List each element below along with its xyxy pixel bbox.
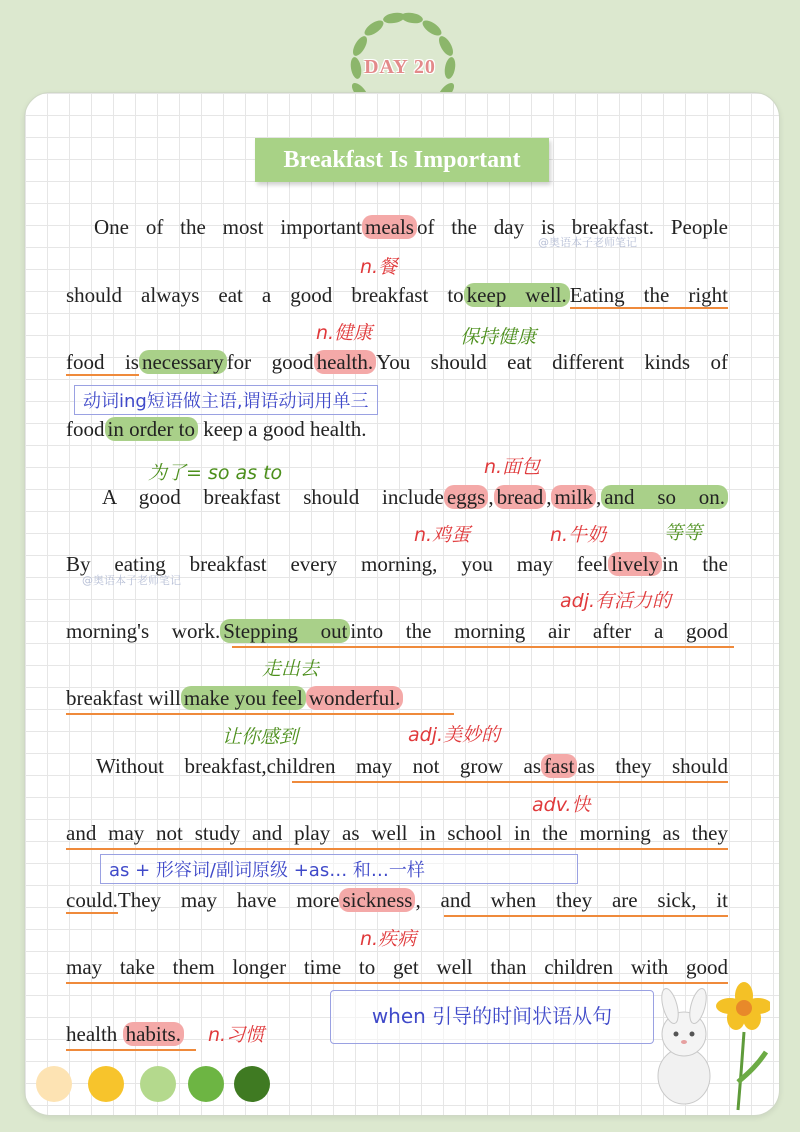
text-span: children may not grow as (266, 754, 542, 778)
text-line-9 (96, 753, 728, 779)
text-span: One of the most important (94, 215, 362, 239)
bunny-flower-illustration (640, 972, 770, 1112)
text-line-12 (66, 954, 728, 980)
text-span: They may have more (117, 888, 340, 912)
phrase-keep-well: keep well. (464, 283, 570, 307)
text-line-8 (66, 685, 728, 711)
vocab-lively: lively (608, 552, 662, 576)
underline (66, 982, 728, 984)
text-span: Without breakfast, (96, 754, 267, 778)
text-span: A good breakfast should include (102, 485, 444, 509)
text-span: , (595, 485, 602, 509)
phrase-make-you-feel: make you feel (181, 686, 306, 710)
vocab-milk: milk (551, 485, 596, 509)
page-title: Breakfast Is Important (255, 138, 549, 182)
underline (292, 781, 728, 783)
note-eggs: n.鸡蛋 (414, 524, 471, 546)
text-span: morning's work. (66, 619, 221, 643)
text-span: You should eat different kinds of (376, 350, 728, 374)
vocab-meals: meals (362, 215, 417, 239)
text-span: in the (662, 552, 728, 576)
vocab-habits: habits. (123, 1022, 184, 1046)
note-stepping-out: 走出去 (262, 658, 320, 680)
note-sickness: n.疾病 (360, 928, 417, 950)
vocab-bread: bread (494, 485, 547, 509)
color-dot (188, 1066, 224, 1102)
text-span: breakfast will (66, 686, 181, 710)
underline (444, 915, 728, 917)
text-line-11 (66, 887, 728, 913)
text-span: may take them longer time to get well than children with good (66, 955, 728, 979)
note-when-clause: when 引导的时间状语从句 (330, 990, 654, 1044)
text-span: By eating breakfast every morning, you may feel (66, 552, 609, 576)
vocab-sickness: sickness (339, 888, 415, 912)
underline (66, 848, 728, 850)
note-milk: n.牛奶 (550, 524, 607, 546)
phrase-and-so-on: and so on. (601, 485, 728, 509)
text-span: of the day is breakfast. People (416, 215, 728, 239)
phrase-in-order-to: in order to (105, 417, 198, 441)
text-line-7 (66, 618, 728, 644)
text-span: keep a good health. (203, 417, 367, 441)
color-dot (36, 1066, 72, 1102)
note-fast: adv.快 (532, 794, 591, 816)
text-line-3 (66, 349, 728, 375)
text-span: food (66, 417, 105, 441)
text-line-13 (66, 1021, 184, 1047)
text-span: should always eat a good breakfast to (66, 283, 464, 307)
note-lively: adj.有活力的 (560, 590, 672, 612)
text-span: Eating the right (569, 283, 728, 307)
color-dot (234, 1066, 270, 1102)
note-gerund: 动词ing短语做主语,谓语动词用单三 (74, 385, 378, 415)
note-keep-well: 保持健康 (460, 326, 537, 348)
day-label: DAY 20 (364, 56, 436, 78)
text-span: health (66, 1022, 118, 1046)
text-span: , (488, 485, 494, 509)
note-health: n.健康 (316, 322, 373, 344)
vocab-necessary: necessary (139, 350, 227, 374)
vocab-wonderful: wonderful. (306, 686, 404, 710)
note-make-feel: 让你感到 (222, 726, 299, 748)
note-and-so-on: 等等 (664, 522, 703, 544)
text-span: , and when they are sick, it (415, 888, 729, 912)
note-habits: n.习惯 (208, 1024, 265, 1046)
text-line-2 (66, 282, 728, 308)
underline (66, 1049, 196, 1051)
text-line-10 (66, 820, 728, 846)
text-span: , (546, 485, 552, 509)
underline (232, 646, 734, 648)
text-line-4 (66, 416, 728, 442)
text-span: into the morning air after a good (350, 619, 728, 643)
text-span: could. (66, 888, 118, 912)
text-span: for good (226, 350, 314, 374)
note-as-as: as + 形容词/副词原级 +as… 和…一样 (100, 854, 578, 884)
note-in-order-to: 为了= so as to (148, 462, 283, 484)
watermark: @奥语本子老师笔记 (538, 236, 637, 249)
watermark: @奥语本子老师笔记 (82, 574, 181, 587)
color-dot (88, 1066, 124, 1102)
vocab-fast: fast (541, 754, 577, 778)
color-dot (140, 1066, 176, 1102)
text-span: as they should (577, 754, 728, 778)
text-span: and may not study and play as well in school in the morning as they (66, 821, 728, 845)
vocab-health: health. (314, 350, 377, 374)
vocab-eggs: eggs (444, 485, 489, 509)
text-span: food is (66, 350, 139, 374)
underline (66, 713, 454, 715)
note-bread: n.面包 (484, 456, 541, 478)
phrase-stepping-out: Stepping out (220, 619, 350, 643)
note-meals: n.餐 (360, 256, 398, 278)
note-wonderful: adj.美妙的 (408, 724, 501, 746)
text-line-5 (102, 484, 728, 510)
